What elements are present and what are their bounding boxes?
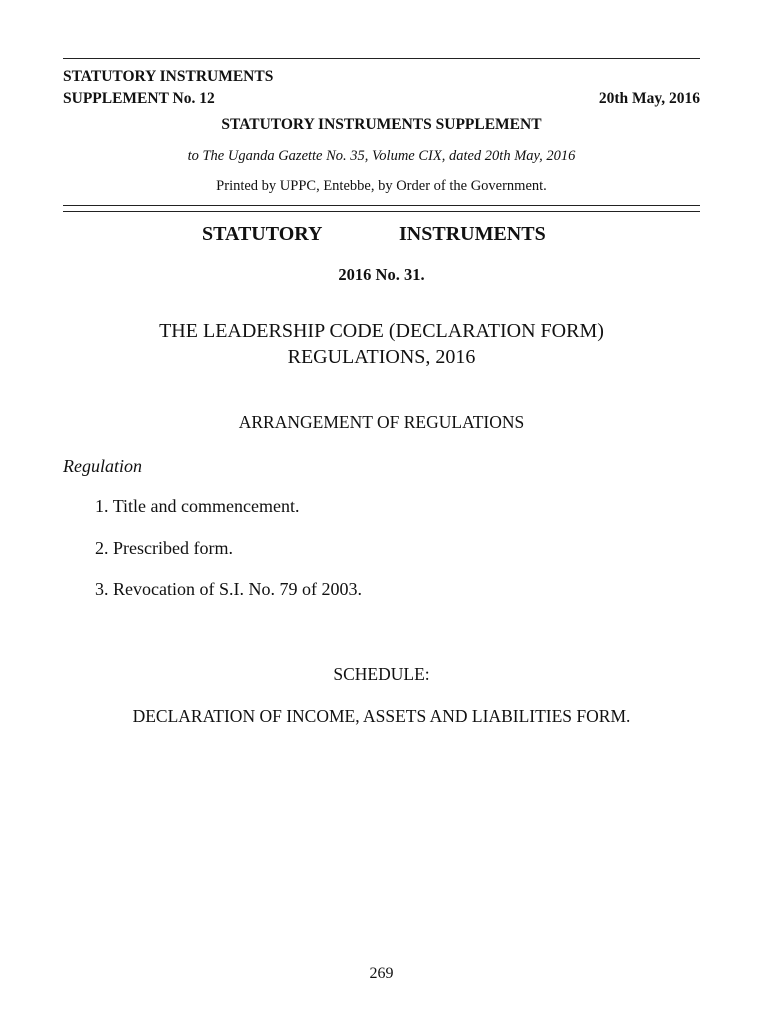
regulation-title-line-1: THE LEADERSHIP CODE (DECLARATION FORM) bbox=[159, 320, 604, 342]
header-date: 20th May, 2016 bbox=[598, 90, 700, 107]
printer-line: Printed by UPPC, Entebbe, by Order of the Government. bbox=[216, 178, 547, 194]
list-item-text: Revocation of S.I. No. 79 of 2003. bbox=[113, 579, 362, 599]
list-item bbox=[95, 496, 299, 517]
double-rule-top bbox=[63, 205, 700, 206]
list-item bbox=[95, 538, 233, 559]
header-line-2: SUPPLEMENT No. 12 bbox=[63, 90, 215, 107]
arrangement-heading: ARRANGEMENT OF REGULATIONS bbox=[238, 412, 525, 432]
regulation-label: Regulation bbox=[63, 456, 142, 476]
list-item-text: Prescribed form. bbox=[113, 538, 233, 558]
gazette-line: to The Uganda Gazette No. 35, Volume CIX, dated 20th May, 2016 bbox=[187, 148, 576, 164]
list-item-text: Title and commencement. bbox=[112, 496, 300, 516]
list-item-number: 3. bbox=[95, 579, 109, 599]
list-item bbox=[95, 579, 362, 600]
page-number: 269 bbox=[369, 965, 394, 982]
regulation-title-line-2: REGULATIONS, 2016 bbox=[287, 346, 476, 368]
list-item-number: 1. bbox=[95, 496, 109, 516]
list-item-number: 2. bbox=[95, 538, 109, 558]
header-line-1: STATUTORY INSTRUMENTS bbox=[63, 68, 274, 85]
double-rule-bottom bbox=[63, 211, 700, 212]
supplement-title: STATUTORY INSTRUMENTS SUPPLEMENT bbox=[221, 116, 542, 133]
doc-title-word-2: INSTRUMENTS bbox=[399, 223, 546, 245]
schedule-text: DECLARATION OF INCOME, ASSETS AND LIABILITIES FORM. bbox=[132, 706, 631, 726]
top-rule bbox=[63, 58, 700, 59]
schedule-heading: SCHEDULE: bbox=[333, 664, 430, 684]
instrument-number: 2016 No. 31. bbox=[338, 265, 425, 284]
doc-title-word-1: STATUTORY bbox=[202, 223, 323, 245]
